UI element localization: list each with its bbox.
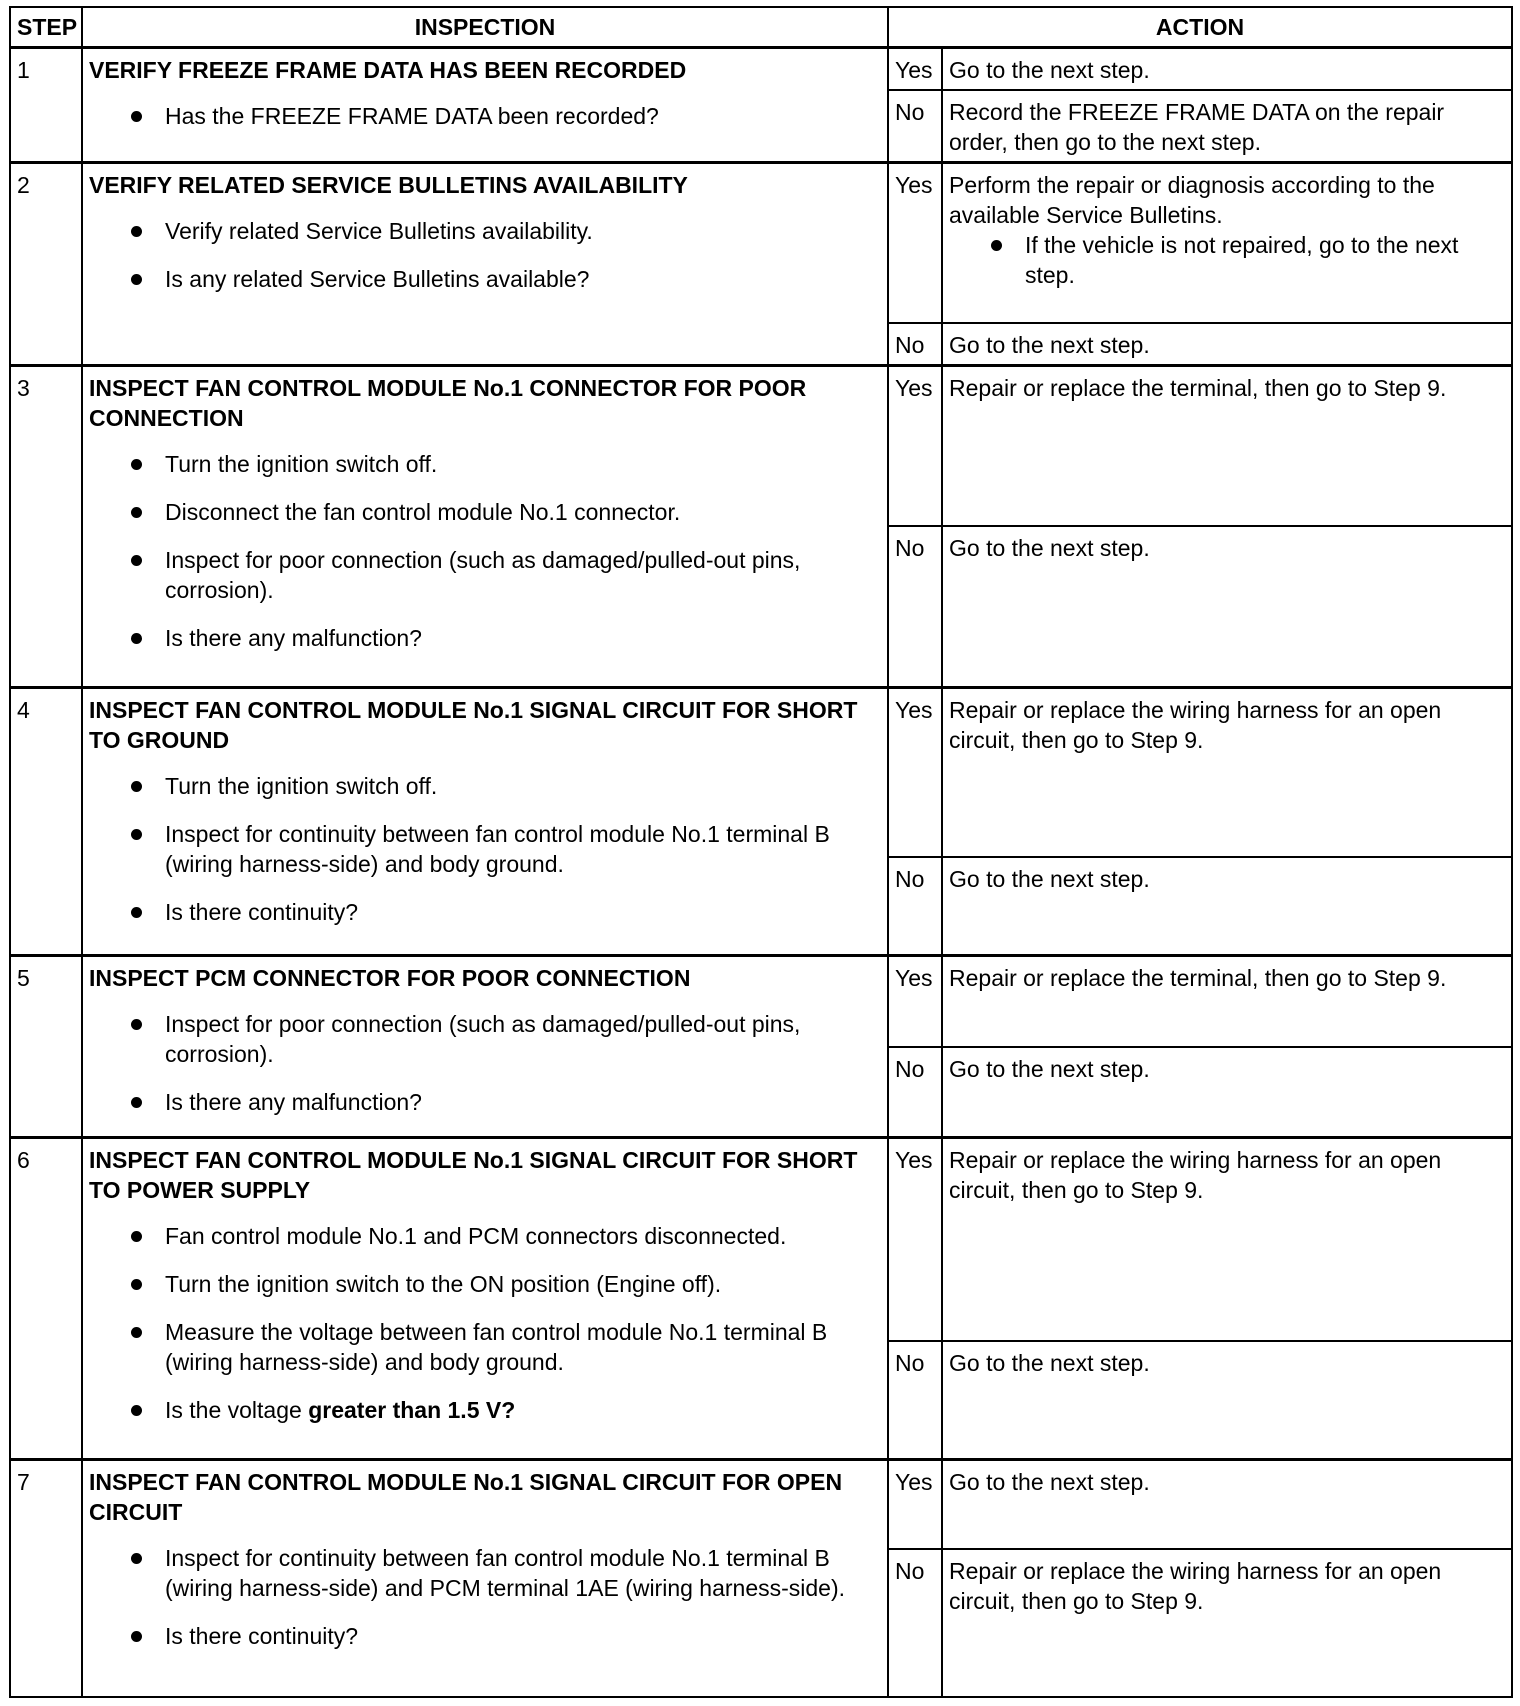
header-row [10, 7, 1512, 48]
no-label: No [888, 526, 942, 687]
inspection-bullet: Verify related Service Bulletins availability. [131, 216, 881, 246]
diagnostic-table [9, 6, 1513, 1698]
step-title: INSPECT FAN CONTROL MODULE No.1 SIGNAL CIRCUIT FOR OPEN CIRCUIT [89, 1468, 843, 1525]
yes-label: Yes [888, 163, 942, 323]
step-3-yes-row [10, 365, 1512, 526]
step-title: INSPECT PCM CONNECTOR FOR POOR CONNECTION [89, 964, 691, 991]
no-action: Go to the next step. [942, 1341, 1512, 1459]
yes-action: Repair or replace the wiring harness for an open circuit, then go to Step 9. [942, 1137, 1512, 1341]
step-title: INSPECT FAN CONTROL MODULE No.1 SIGNAL CIRCUIT FOR SHORT TO POWER SUPPLY [89, 1146, 858, 1203]
inspection-bullet: Disconnect the fan control module No.1 connector. [131, 497, 881, 527]
inspection-bullet: Is there any malfunction? [131, 623, 881, 653]
no-action: Go to the next step. [942, 526, 1512, 687]
no-label: No [888, 1047, 942, 1137]
no-action: Record the FREEZE FRAME DATA on the repair order, then go to the next step. [942, 90, 1512, 163]
no-label: No [888, 857, 942, 955]
inspection-bullet: Is there any malfunction? [131, 1087, 881, 1117]
yes-label: Yes [888, 955, 942, 1047]
inspection-bullet: Is any related Service Bulletins available? [131, 264, 881, 294]
step-title: VERIFY RELATED SERVICE BULLETINS AVAILABILITY [89, 172, 688, 198]
action-bullet: If the vehicle is not repaired, go to the next step. [991, 230, 1505, 290]
no-label: No [888, 1341, 942, 1459]
inspection-bullet: Inspect for continuity between fan control module No.1 terminal B (wiring harness-side) and PCM terminal 1AE (wiring harness-side). [131, 1543, 881, 1603]
yes-action: Go to the next step. [942, 1459, 1512, 1549]
no-label: No [888, 1549, 942, 1697]
inspection-bullet-voltage [131, 1395, 881, 1425]
step-1-inspection [82, 48, 888, 163]
no-label: No [888, 90, 942, 163]
inspection-bullet: Inspect for poor connection (such as damaged/pulled-out pins, corrosion). [131, 1009, 881, 1069]
no-action: Repair or replace the wiring harness for an open circuit, then go to Step 9. [942, 1549, 1512, 1697]
no-action: Go to the next step. [942, 857, 1512, 955]
yes-action: Repair or replace the terminal, then go to Step 9. [942, 955, 1512, 1047]
step-4-yes-row [10, 687, 1512, 857]
header-action: ACTION [888, 7, 1512, 48]
inspection-bullet: Fan control module No.1 and PCM connectors disconnected. [131, 1221, 881, 1251]
step-number: 2 [10, 163, 82, 366]
yes-label: Yes [888, 365, 942, 526]
step-number: 4 [10, 687, 82, 955]
step-number: 1 [10, 48, 82, 163]
step-2-inspection [82, 163, 888, 366]
inspection-bullet: Is there continuity? [131, 1621, 881, 1651]
yes-label: Yes [888, 1459, 942, 1549]
bullet-text: Is the voltage [165, 1396, 309, 1423]
yes-action: Perform the repair or diagnosis according to the available Service Bulletins. [949, 172, 1435, 228]
step-title: INSPECT FAN CONTROL MODULE No.1 CONNECTOR FOR POOR CONNECTION [89, 374, 807, 431]
step-number: 5 [10, 955, 82, 1137]
inspection-bullet: Inspect for poor connection (such as damaged/pulled-out pins, corrosion). [131, 545, 881, 605]
inspection-bullet: Measure the voltage between fan control module No.1 terminal B (wiring harness-side) and body ground. [131, 1317, 881, 1377]
inspection-bullet: Turn the ignition switch off. [131, 771, 881, 801]
step-3-inspection [82, 365, 888, 687]
step-1-yes-row [10, 48, 1512, 91]
step-4-inspection [82, 687, 888, 955]
step-5-inspection [82, 955, 888, 1137]
bullet-emphasis: greater than 1.5 V? [308, 1396, 516, 1423]
yes-action-cell [942, 163, 1512, 323]
no-action: Go to the next step. [942, 323, 1512, 366]
inspection-bullet: Is there continuity? [131, 897, 881, 927]
yes-action: Repair or replace the wiring harness for an open circuit, then go to Step 9. [942, 687, 1512, 857]
step-number: 7 [10, 1459, 82, 1697]
step-6-inspection [82, 1137, 888, 1459]
inspection-bullet: Turn the ignition switch to the ON position (Engine off). [131, 1269, 881, 1299]
step-number: 3 [10, 365, 82, 687]
yes-action: Go to the next step. [942, 48, 1512, 91]
yes-label: Yes [888, 687, 942, 857]
header-step: STEP [10, 7, 82, 48]
yes-action: Repair or replace the terminal, then go to Step 9. [942, 365, 1512, 526]
no-label: No [888, 323, 942, 366]
step-7-yes-row [10, 1459, 1512, 1549]
yes-label: Yes [888, 1137, 942, 1341]
step-5-yes-row [10, 955, 1512, 1047]
inspection-bullet: Has the FREEZE FRAME DATA been recorded? [131, 101, 881, 131]
step-number: 6 [10, 1137, 82, 1459]
header-inspection: INSPECTION [82, 7, 888, 48]
inspection-bullet: Inspect for continuity between fan control module No.1 terminal B (wiring harness-side) and body ground. [131, 819, 881, 879]
no-action: Go to the next step. [942, 1047, 1512, 1137]
yes-label: Yes [888, 48, 942, 91]
step-2-yes-row [10, 163, 1512, 323]
step-title: VERIFY FREEZE FRAME DATA HAS BEEN RECORDED [89, 57, 687, 83]
step-6-yes-row [10, 1137, 1512, 1341]
step-title: INSPECT FAN CONTROL MODULE No.1 SIGNAL CIRCUIT FOR SHORT TO GROUND [89, 696, 858, 753]
inspection-bullet: Turn the ignition switch off. [131, 449, 881, 479]
step-7-inspection [82, 1459, 888, 1697]
